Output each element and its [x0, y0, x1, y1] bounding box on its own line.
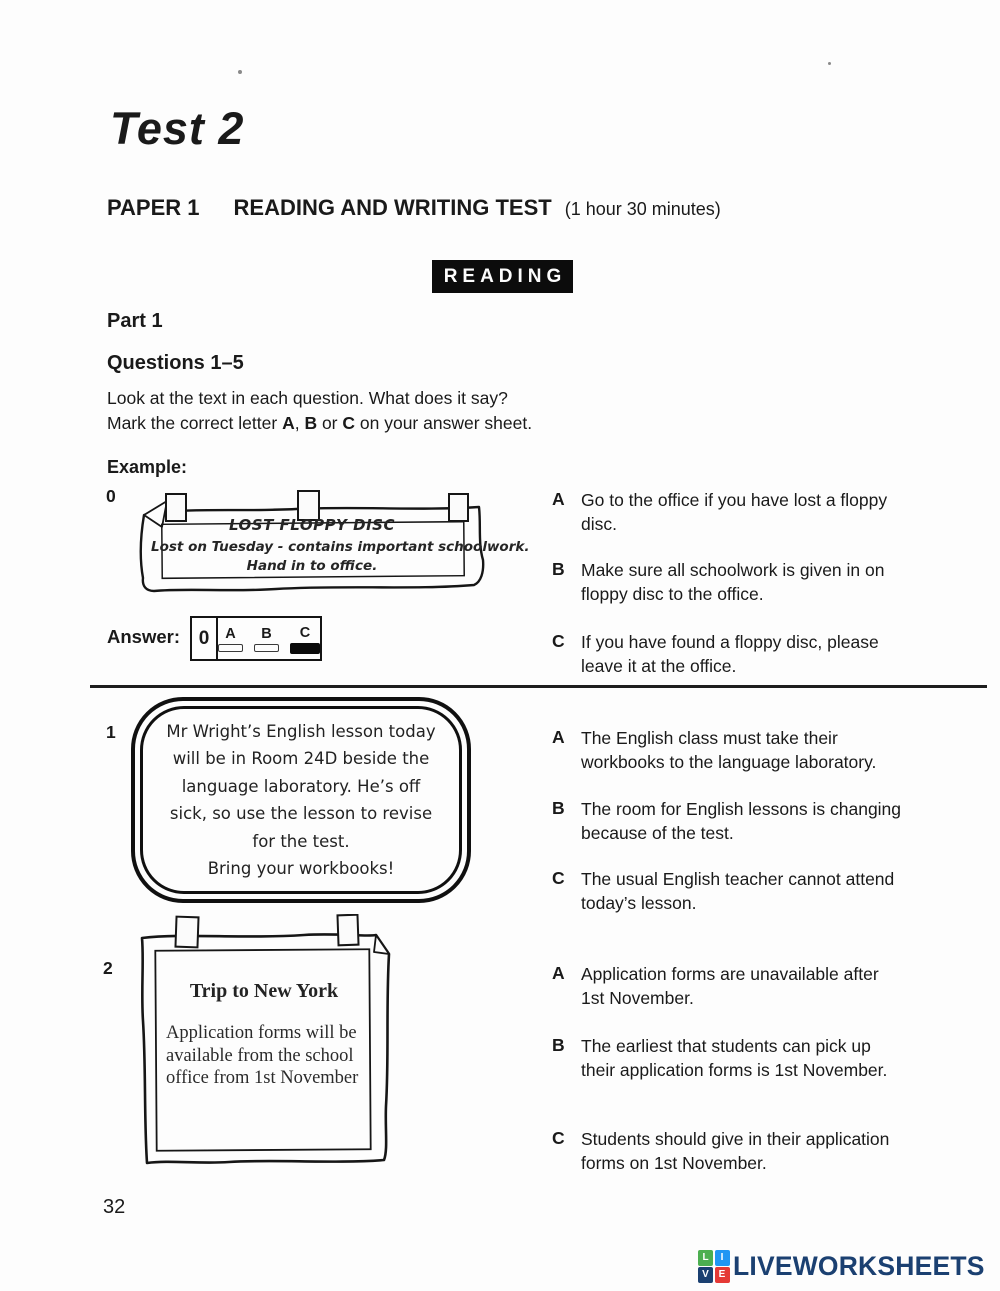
example-option-b: [552, 559, 962, 606]
question-2-option-a: [552, 963, 962, 1010]
option-letter: C: [552, 631, 565, 651]
question-2-note-body: Application forms will be available from the school office from 1st November: [166, 1023, 359, 1088]
question-2-number: 2: [103, 958, 113, 978]
logo-block: V: [698, 1267, 713, 1283]
example-note-line: Lost on Tuesday - contains important schoolwork.: [151, 539, 530, 555]
option-letter: B: [552, 1035, 565, 1055]
answer-bubble: [254, 644, 279, 652]
answer-choice: [290, 626, 320, 654]
option-text: Make sure all schoolwork is given in on floppy disc to the office.: [581, 560, 885, 604]
note-line: Mr Wright’s English lesson today: [166, 721, 436, 741]
choice-letter: C: [299, 624, 311, 641]
example-number: 0: [106, 486, 116, 506]
option-letter: A: [552, 489, 565, 509]
option-letter: C: [552, 1128, 565, 1148]
answer-choice: [254, 627, 279, 652]
question-2-note-title: Trip to New York: [189, 980, 339, 1002]
option-text: The usual English teacher cannot attend today’s lesson.: [581, 869, 895, 913]
question-1-option-a: [552, 727, 962, 774]
part-title: Part 1: [107, 310, 163, 332]
question-1-option-b: [552, 798, 962, 845]
paper-label: PAPER 1: [107, 195, 200, 220]
logo-text: LIVEWORKSHEETS: [733, 1251, 985, 1281]
paper-title: READING AND WRITING TEST: [233, 195, 552, 220]
answer-choices: [218, 618, 320, 659]
note-line: sick, so use the lesson to revise: [169, 804, 433, 823]
question-1-note: [131, 697, 471, 903]
logo-block: L: [698, 1250, 713, 1266]
choice-letter: B: [261, 626, 272, 642]
question-2-option-c: [552, 1128, 962, 1175]
note-line: will be in Room 24D beside the: [172, 749, 430, 768]
scan-speck: [828, 62, 831, 65]
example-option-a: [552, 489, 962, 536]
liveworksheets-logo[interactable]: [698, 1250, 985, 1283]
paper-duration: (1 hour 30 minutes): [564, 199, 721, 219]
choice-letter: A: [225, 626, 236, 642]
logo-block: E: [715, 1267, 730, 1283]
option-letter: A: [552, 963, 565, 983]
answer-box: [190, 616, 322, 661]
example-note: [126, 488, 530, 598]
option-text: The English class must take their workbooks to the language laboratory.: [581, 728, 877, 772]
option-text: The room for English lessons is changing because of the test.: [581, 799, 902, 843]
option-text: Application forms are unavailable after 1st November.: [581, 964, 879, 1008]
question-2-option-b: [552, 1035, 962, 1082]
example-label: Example:: [107, 457, 188, 477]
scan-speck: [238, 70, 242, 74]
paper-header: [107, 195, 721, 221]
answer-bubble: [218, 644, 243, 652]
option-letter: B: [552, 559, 565, 579]
questions-range: Questions 1–5: [107, 352, 244, 374]
example-note-line: Hand in to office.: [246, 558, 378, 574]
note-line: for the test.: [252, 831, 350, 851]
option-letter: A: [552, 727, 565, 747]
option-letter: B: [552, 798, 565, 818]
section-divider: [90, 685, 987, 688]
option-text: The earliest that students can pick up their application forms is 1st November.: [581, 1036, 888, 1080]
instruction-line-1: Look at the text in each question. What does it say?: [107, 388, 508, 408]
example-option-c: [552, 631, 962, 678]
note-line: language laboratory. He’s off: [181, 776, 421, 796]
option-text: Students should give in their application forms on 1st November.: [581, 1129, 890, 1173]
question-1-number: 1: [106, 722, 116, 742]
liveworksheets-logo-icon: [698, 1250, 730, 1283]
test-title: Test 2: [110, 103, 245, 154]
question-1-note-inner: [140, 706, 462, 894]
answer-choice: [218, 627, 243, 652]
option-letter: C: [552, 868, 565, 888]
answer-bubble: [290, 643, 320, 654]
example-note-text: [151, 516, 530, 576]
question-2-note: [134, 914, 392, 1170]
question-1-option-c: [552, 868, 962, 915]
example-note-title: LOST FLOPPY DISC: [229, 516, 395, 534]
instruction-line-2: Mark the correct letter A, B or C on your answer sheet.: [107, 413, 533, 433]
note-line: Bring your workbooks!: [207, 859, 395, 878]
option-text: Go to the office if you have lost a floppy disc.: [581, 490, 888, 534]
answer-question-number: 0: [192, 618, 218, 659]
answer-label: Answer:: [107, 626, 180, 647]
reading-section-banner: READING: [432, 260, 573, 293]
option-text: If you have found a floppy disc, please leave it at the office.: [581, 632, 879, 676]
page-number: 32: [103, 1196, 126, 1218]
logo-block: I: [715, 1250, 730, 1266]
